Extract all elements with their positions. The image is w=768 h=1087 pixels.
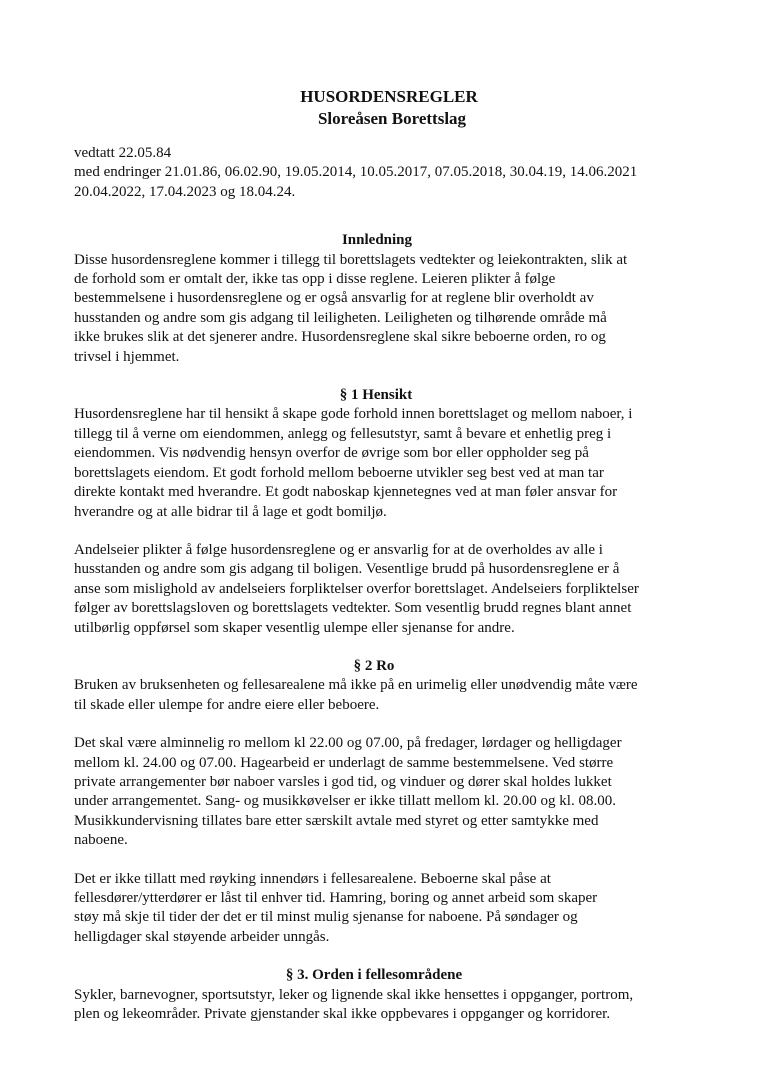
paragraph (74, 405, 674, 521)
text-line: mellom kl. 24.00 og 07.00. Hagearbeid er underlagt de samme bestemmelsene. Ved større (74, 754, 614, 771)
text-line: bestemmelsene i husordensreglene og er også ansvarlig for at reglene blir overholdt av (74, 290, 594, 307)
paragraph (74, 541, 674, 638)
section-orden (74, 966, 674, 1024)
paragraph (74, 676, 674, 715)
text-line: Det er ikke tillatt med røyking innendørs i fellesarealene. Beboerne skal påse at (74, 870, 551, 887)
adopted-date: vedtatt 22.05.84 (74, 145, 172, 161)
section-heading: § 2 Ro (353, 657, 395, 674)
text-line: utilbørlig oppførsel som skaper vesentlig ulempe eller sjenanse for andre. (74, 619, 515, 636)
text-line: husstanden og andre som gis adgang til leiligheten. Leiligheten og tilhørende område må (74, 309, 607, 326)
text-line: Disse husordensreglene kommer i tillegg til borettslagets vedtekter og leiekontrakten, slik at (74, 251, 628, 268)
paragraph (74, 986, 674, 1025)
text-line: under arrangementet. Sang- og musikkøvelser er ikke tillatt mellom kl. 20.00 og kl. 08.00. (74, 793, 616, 810)
section-heading: § 3. Orden i fellesområdene (285, 967, 463, 984)
text-line: de forhold som er omtalt der, ikke tas opp i disse reglene. Leieren plikter å følge (74, 271, 556, 288)
amendment-line: med endringer 21.01.86, 06.02.90, 19.05.2014, 10.05.2017, 07.05.2018, 30.04.19, 14.06.2021 (74, 164, 638, 181)
text-line: helligdager skal støyende arbeider unngås. (74, 928, 330, 945)
section-heading: Innledning (341, 232, 413, 249)
section-innledning (74, 231, 674, 367)
document-subtitle: Sloreåsen Borettslag (317, 109, 467, 128)
title-block (0, 86, 768, 130)
text-line: fellesdører/ytterdører er låst til enhver tid. Hamring, boring og annet arbeid som skaper (74, 890, 598, 906)
text-line: borettslagets eiendom. Et godt forhold mellom beboerne utvikler seg best ved at man tar (74, 464, 604, 481)
section-hensikt (74, 386, 674, 638)
text-line: Bruken av bruksenheten og fellesarealene må ikke på en urimelig eller unødvendig måte være (74, 677, 638, 694)
text-line: Musikkundervisning tillates bare etter særskilt avtale med styret og etter samtykke med (74, 812, 599, 829)
text-line: støy må skje til tider der det er til minst mulig sjenanse for naboene. På søndager og (74, 909, 578, 926)
text-line: følger av borettslagsloven og borettslagets vedtekter. Som vesentlig brudd regnes blant annet (74, 600, 632, 617)
text-line: private arrangementer bør naboer varsles i god tid, og vinduer og dører skal holdes lukket (74, 773, 612, 790)
document-body (74, 144, 674, 1043)
text-line: direkte kontakt med hverandre. Et godt naboskap kjennetegnes ved at man føler ansvar for (74, 484, 618, 501)
text-line: Husordensreglene har til hensikt å skape gode forhold innen borettslaget og mellom naboer, i (74, 406, 633, 423)
paragraph (74, 870, 674, 948)
text-line: eiendommen. Vis nødvendig hensyn overfor de øvrige som bor eller oppholder seg på (74, 445, 589, 462)
text-line: anse som mislighold av andelseiers forpliktelser overfor borettslaget. Andelseiers forpliktelser (74, 580, 639, 597)
text-line: Sykler, barnevogner, sportsutstyr, leker og lignende skal ikke hensettes i oppganger, portrom, (74, 986, 634, 1003)
text-line: plen og lekeområder. Private gjenstander skal ikke oppbevares i oppganger og korridorer. (74, 1006, 611, 1023)
text-line: trivsel i hjemmet. (74, 348, 180, 365)
revision-dates (74, 144, 674, 202)
amendment-line: 20.04.2022, 17.04.2023 og 18.04.24. (74, 183, 296, 200)
text-line: Andelseier plikter å følge husordensreglene og er ansvarlig for at de overholdes av alle i (74, 541, 603, 558)
paragraph (74, 251, 674, 367)
text-line: hverandre og at alle bidrar til å lage et godt bomiljø. (74, 503, 387, 520)
text-line: ikke brukes slik at det sjenerer andre. Husordensreglene skal sikre beboerne orden, ro og (74, 329, 606, 346)
text-line: til skade eller ulempe for andre eiere eller beboere. (74, 696, 380, 713)
text-line: husstanden og andre som gis adgang til boligen. Vesentlige brudd på husordensreglene er å (74, 561, 620, 578)
text-line: Det skal være alminnelig ro mellom kl 22.00 og 07.00, på fredager, lørdager og helligdager (74, 735, 622, 752)
section-ro (74, 657, 674, 947)
text-line: naboene. (74, 832, 128, 849)
text-line: tillegg til å verne om eiendommen, anlegg og fellesutstyr, samt å bevare et enhetlig preg i (74, 425, 612, 442)
section-heading: § 1 Hensikt (339, 387, 413, 404)
paragraph (74, 734, 674, 850)
document-title: HUSORDENSREGLER (300, 87, 478, 106)
